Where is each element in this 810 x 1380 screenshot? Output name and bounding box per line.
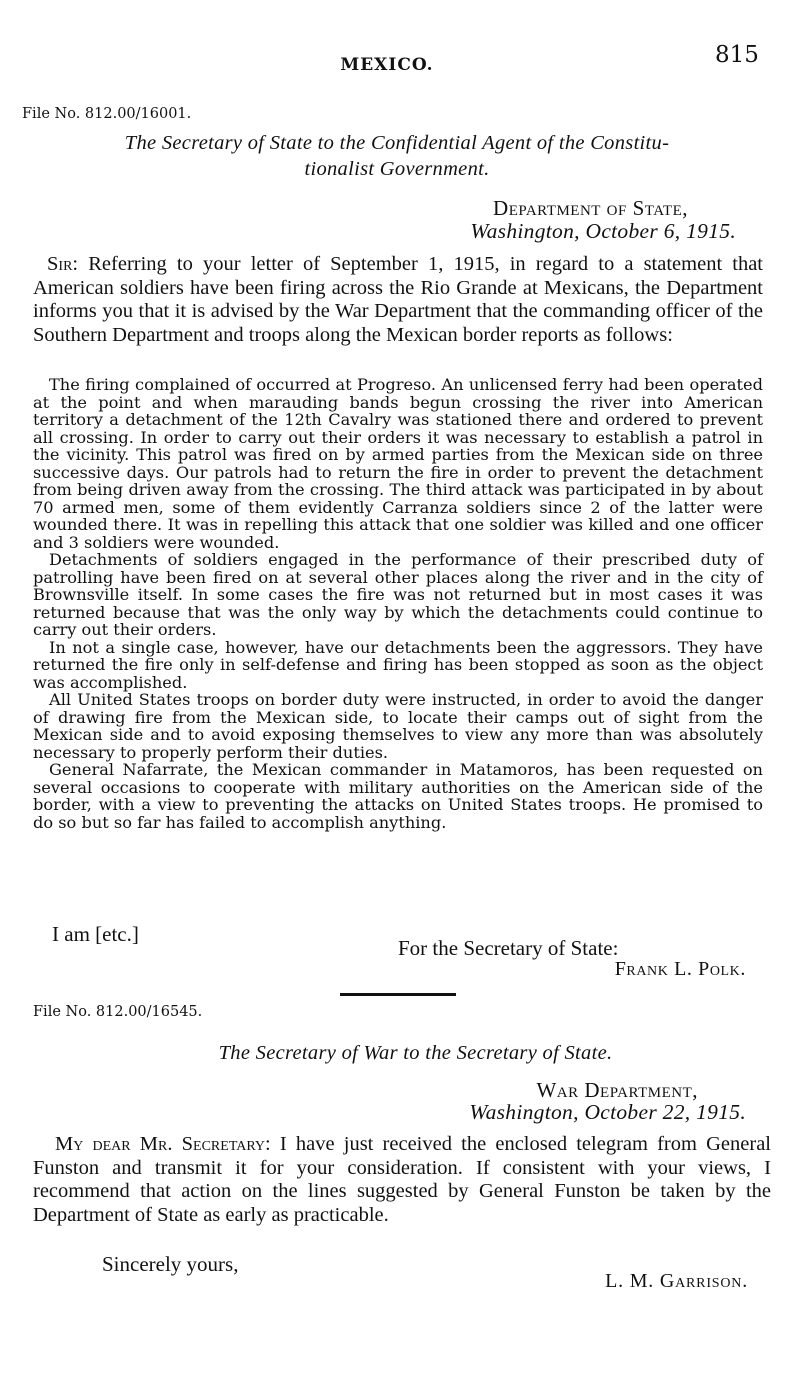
letter-2-body xyxy=(33,1133,771,1227)
closing-1: I am [etc.] xyxy=(52,922,139,946)
running-title: MEXICO. xyxy=(340,55,434,75)
letter-1-intro xyxy=(33,253,763,347)
dateline-2: Washington, October 22, 1915. xyxy=(469,1100,746,1124)
quoted-paragraph-2: Detachments of soldiers engaged in the performance of their prescribed duty of patrolling have been fired on at several other places along the river and in the city of Brownsville itself. In some cases the fire was not returned but in most cases it was returned because that was the only way by which the detachments could continue to carry out their orders. xyxy=(33,550,763,639)
sender-department-1: Department of State, xyxy=(493,196,688,220)
file-number-2: File No. 812.00/16545. xyxy=(33,1004,203,1020)
quoted-paragraph-5: General Nafarrate, the Mexican commander in Matamoros, has been requested on several occasions to cooperate with military authorities on the American side of the border, with a view to preventing the attacks on United States troops. He promised to do so but so far has failed to accomplish anything. xyxy=(33,760,763,832)
page-number: 815 xyxy=(715,42,759,68)
sender-department-2: War Department, xyxy=(536,1078,698,1102)
quoted-paragraph-4: All United States troops on border duty were instructed, in order to avoid the danger of drawing fire from the Mexican side, to locate their camps out of sight from the Mexican side and to avoid exposing themselves to view any more than was absolutely necessary to properly perform their duties. xyxy=(33,690,763,762)
letter-1-intro-text: Referring to your letter of September 1, 1915, in regard to a statement that American soldiers have been firing across the Rio Grande at Mexicans, the Department informs you that it is advised by the War Department that the commanding officer of the Southern Department and troops along the Mexican border reports as follows: xyxy=(33,253,764,346)
document-1-heading-line1: The Secretary of State to the Confidential Agent of the Constitu- xyxy=(124,132,670,154)
document-2-heading: The Secretary of War to the Secretary of State. xyxy=(218,1042,613,1064)
dateline-1: Washington, October 6, 1915. xyxy=(470,219,736,243)
signature-1: Frank L. Polk. xyxy=(614,958,746,980)
letter-2-body-text: I have just received the enclosed telegram from General Funston and transmit it for your consideration. If consistent with your views, I recommend that action on the lines suggested by General Funston be taken by the Department of State as early as practicable. xyxy=(33,1133,771,1226)
document-1-heading xyxy=(22,130,772,182)
closing-2: Sincerely yours, xyxy=(102,1252,239,1276)
section-divider xyxy=(340,993,456,996)
quoted-paragraph-3: In not a single case, however, have our detachments been the aggressors. They have returned the fire only in self-defense and firing has been stopped as soon as the object was accomplished. xyxy=(33,637,763,692)
salutation-1: Sir: xyxy=(47,253,79,275)
file-number-1: File No. 812.00/16001. xyxy=(22,106,192,122)
quoted-paragraph-1: The firing complained of occurred at Progreso. An unlicensed ferry had been operated at the point and when marauding bands begun crossing the river into American territory a detachment of the 12th Cavalry was stationed there and ordered to prevent all crossing. In order to carry out their orders it was necessary to establish a patrol in the vicinity. This patrol was fired on by armed parties from the Mexican side on three successive days. Our patrols had to return the fire in order to prevent the detachment from being driven away from the crossing. The third attack was participated in by about 70 armed men, some of them evidently Carranza soldiers since 2 of the latter were wounded there. It was in repelling this attack that one soldier was killed and one officer and 3 soldiers were wounded. xyxy=(33,375,763,552)
signature-2: L. M. Garrison. xyxy=(605,1270,748,1292)
quoted-report xyxy=(33,376,763,831)
salutation-2: My dear Mr. Secretary: xyxy=(55,1133,271,1155)
document-1-heading-line2: tionalist Government. xyxy=(304,158,490,180)
for-secretary-line: For the Secretary of State: xyxy=(398,936,619,960)
